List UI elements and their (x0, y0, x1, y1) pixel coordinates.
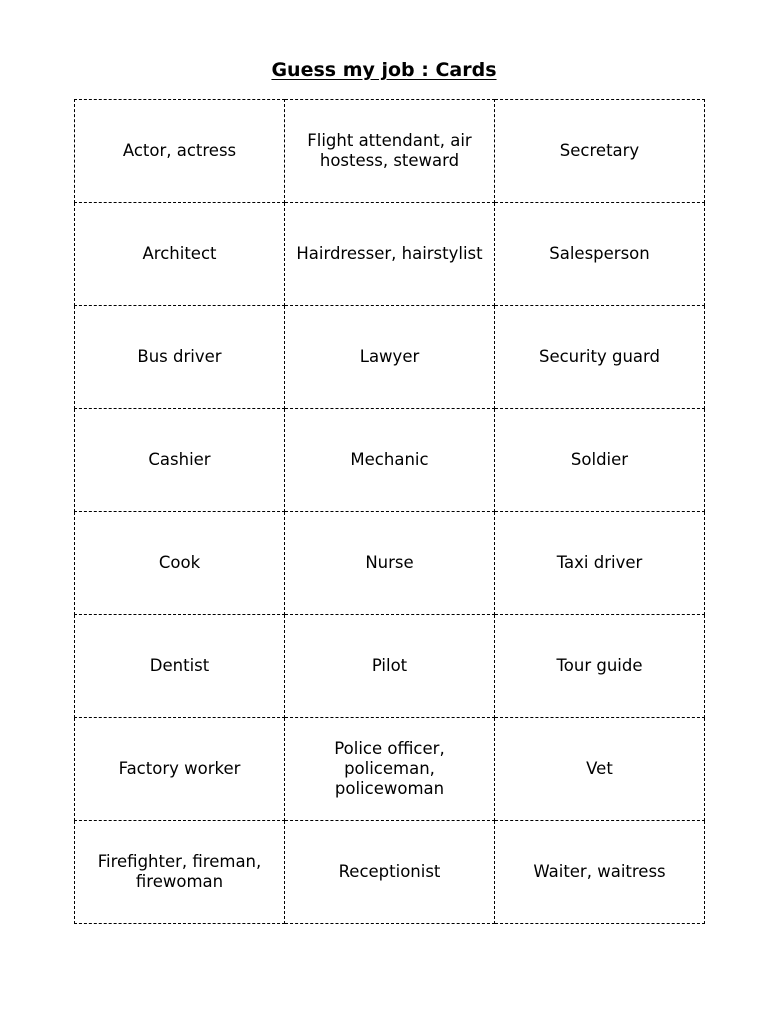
job-card: Tour guide (495, 615, 705, 718)
card-row (75, 203, 705, 306)
job-card: Secretary (495, 100, 705, 203)
job-card: Security guard (495, 306, 705, 409)
job-card: Mechanic (285, 409, 495, 512)
card-row (75, 100, 705, 203)
job-card: Factory worker (75, 718, 285, 821)
job-card: Dentist (75, 615, 285, 718)
job-card: Lawyer (285, 306, 495, 409)
job-card: Nurse (285, 512, 495, 615)
card-row (75, 409, 705, 512)
job-card: Taxi driver (495, 512, 705, 615)
job-card: Cashier (75, 409, 285, 512)
job-card: Architect (75, 203, 285, 306)
card-row (75, 512, 705, 615)
job-card: Firefighter, fireman, firewoman (75, 821, 285, 924)
card-row (75, 615, 705, 718)
job-card: Hairdresser, hairstylist (285, 203, 495, 306)
job-card: Receptionist (285, 821, 495, 924)
card-row (75, 718, 705, 821)
job-card: Bus driver (75, 306, 285, 409)
card-row (75, 821, 705, 924)
page-title: Guess my job : Cards (271, 59, 497, 81)
job-card: Cook (75, 512, 285, 615)
job-cards-grid (74, 99, 705, 924)
job-card: Flight attendant, air hostess, steward (285, 100, 495, 203)
job-card: Vet (495, 718, 705, 821)
job-card: Soldier (495, 409, 705, 512)
job-card: Pilot (285, 615, 495, 718)
job-card: Police officer, policeman, policewoman (285, 718, 495, 821)
job-card: Salesperson (495, 203, 705, 306)
card-row (75, 306, 705, 409)
job-card: Actor, actress (75, 100, 285, 203)
job-card: Waiter, waitress (495, 821, 705, 924)
